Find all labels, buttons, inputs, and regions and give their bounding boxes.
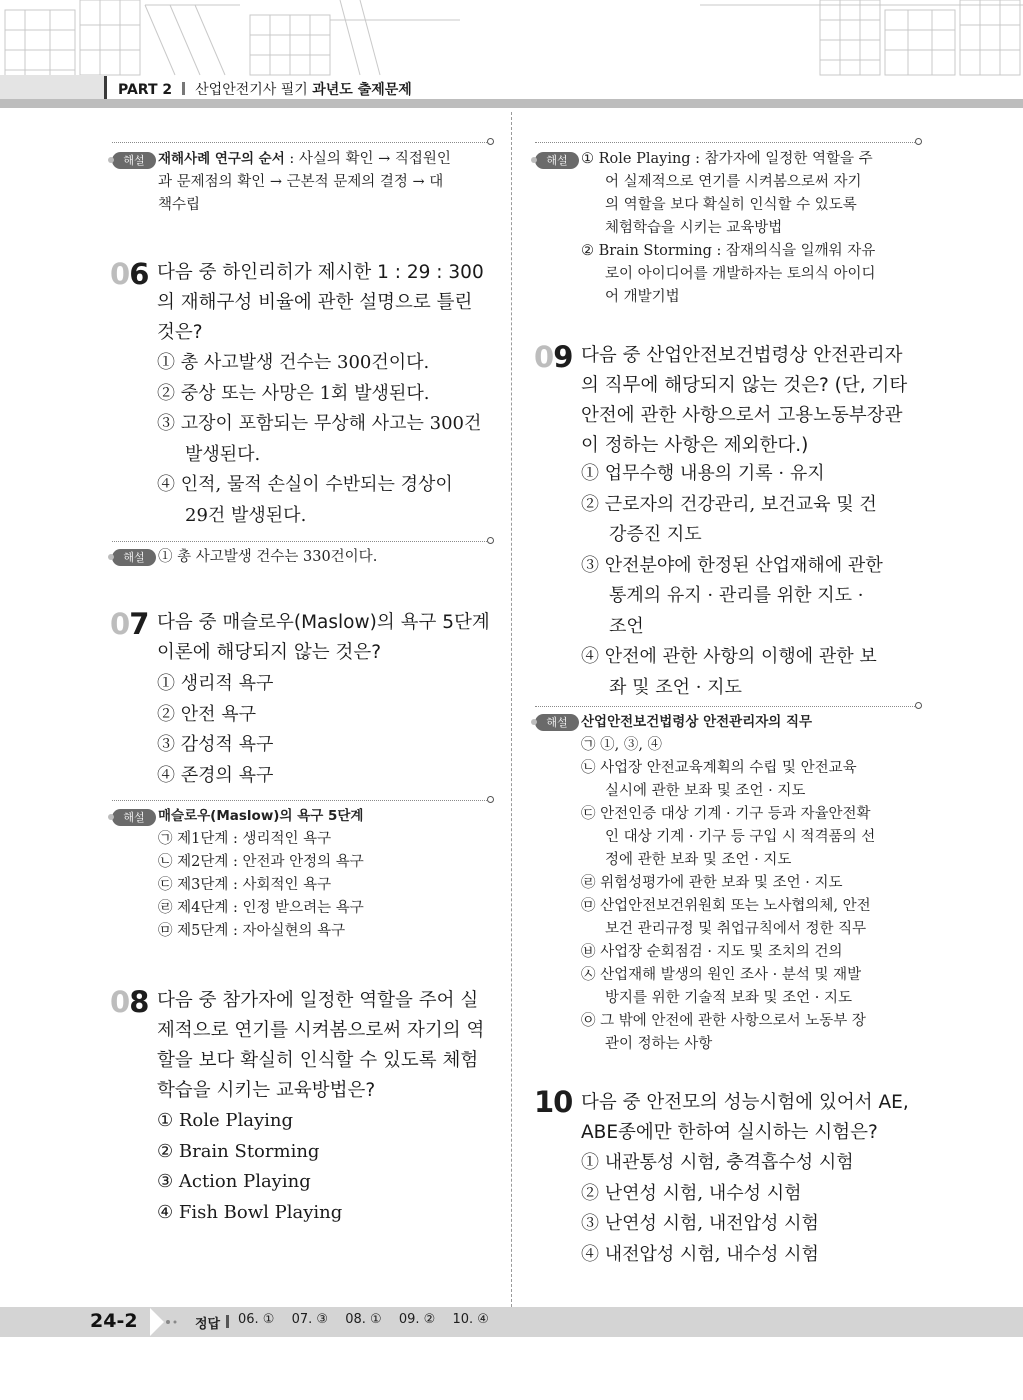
option-1: ① 업무수행 내용의 기록 · 유지 — [581, 463, 825, 484]
explanation-line: 과 문제점의 확인 → 근본적 문제의 결정 → 대 — [158, 174, 444, 190]
question-line: 다음 중 안전모의 성능시험에 있어서 AE, — [581, 1092, 909, 1113]
page-number: 24-2 — [90, 1310, 138, 1332]
question-line: 이 정하는 사항은 제외한다.) — [581, 435, 809, 456]
option-2-cont: 강증진 지도 — [609, 524, 702, 545]
explanation-line: 어 개발기법 — [605, 289, 680, 305]
explanation-line: 정에 관한 보좌 및 조언 · 지도 — [605, 852, 792, 868]
answer-label: 정답 — [195, 1317, 221, 1332]
option-4: ④ Fish Bowl Playing — [157, 1201, 343, 1223]
question-line: 학습을 시키는 교육방법은? — [157, 1080, 376, 1101]
explanation-line: ㉠ 제1단계 : 생리적인 욕구 — [158, 831, 332, 847]
explanation-line: ㉤ 산업안전보건위원회 또는 노사협의체, 안전 — [581, 898, 871, 914]
explanation-q05 — [158, 148, 493, 217]
explanation-line: 보건 관리규정 및 취업규칙에서 정한 직무 — [605, 921, 867, 937]
answer-item: 09. ② — [398, 1312, 436, 1327]
question-08-options — [157, 1106, 342, 1228]
option-2: ② 안전 욕구 — [157, 703, 256, 725]
explanation-badge: 해설 — [112, 809, 156, 826]
question-line: ABE종에만 한하여 실시하는 시험은? — [581, 1122, 878, 1143]
explanation-rule — [535, 142, 917, 143]
explanation-heading: 매슬로우(Maslow)의 욕구 5단계 — [158, 808, 364, 824]
option-4: ④ 존경의 욕구 — [157, 764, 274, 786]
explanation-line: 실시에 관한 보좌 및 조언 · 지도 — [605, 783, 806, 799]
question-line: 것은? — [157, 322, 203, 343]
header-separator — [182, 82, 185, 95]
explanation-line: ㉡ 사업장 안전교육계획의 수립 및 안전교육 — [581, 760, 857, 776]
explanation-line: 방지를 위한 기술적 보좌 및 조언 · 지도 — [605, 990, 852, 1006]
explanation-line: ㉣ 제4단계 : 인정 받으려는 욕구 — [158, 900, 364, 916]
option-3-cont: 조언 — [609, 615, 644, 637]
question-10-options — [581, 1148, 854, 1270]
option-3-cont: 통계의 유지 · 관리를 위한 지도 · — [609, 585, 864, 606]
option-2: ② Brain Storming — [157, 1140, 320, 1162]
option-1: ① 생리적 욕구 — [157, 673, 274, 694]
question-10-stem — [581, 1088, 909, 1148]
question-08-stem — [157, 986, 484, 1106]
explanation-q06 — [158, 546, 377, 569]
explanation-line: 인 대상 기계 · 기구 등 구입 시 적격품의 선 — [605, 829, 876, 845]
explanation-line: ㉢ 제3단계 : 사회적인 욕구 — [158, 877, 332, 893]
answer-item: 06. ① — [238, 1312, 275, 1327]
question-06-options — [157, 348, 481, 531]
question-line: 다음 중 참가자에 일정한 역할을 주어 실 — [157, 990, 479, 1011]
question-line: 의 직무에 해당되지 않는 것은? (단, 기타 — [581, 375, 908, 396]
explanation-line: ㉠ ①, ③, ④ — [581, 737, 663, 753]
explanation-badge: 해설 — [112, 152, 156, 169]
explanation-line: ㉥ 사업장 순회점검 · 지도 및 조치의 건의 — [581, 944, 843, 960]
question-number-06: 06 — [110, 257, 149, 291]
option-3-cont: 발생된다. — [185, 443, 261, 465]
option-4: ④ 인적, 물적 손실이 수반되는 경상이 — [157, 474, 453, 495]
explanation-rule — [112, 800, 489, 801]
option-2: ② 중상 또는 사망은 1회 발생된다. — [157, 382, 430, 404]
explanation-line: ㉧ 그 밖에 안전에 관한 사항으로서 노동부 장 — [581, 1013, 866, 1029]
question-line: 의 재해구성 비율에 관한 설명으로 틀린 — [157, 292, 473, 313]
question-line: 안전에 관한 사항으로서 고용노동부장관 — [581, 405, 903, 426]
question-number-10: 10 — [534, 1085, 573, 1119]
arrow-dots-icon — [150, 1308, 180, 1336]
option-4-cont: 좌 및 조언 · 지도 — [609, 676, 742, 698]
answer-separator — [226, 1315, 229, 1328]
option-4-cont: 29건 발생된다. — [185, 504, 307, 526]
explanation-line: ① Role Playing : 참가자에 일정한 역할을 주 — [581, 151, 873, 167]
answer-item: 07. ③ — [291, 1312, 329, 1327]
option-4: ④ 안전에 관한 사항의 이행에 관한 보 — [581, 646, 877, 667]
explanation-line: ① 총 사고발생 건수는 330건이다. — [158, 549, 378, 565]
question-number-08: 08 — [110, 985, 149, 1019]
explanation-badge: 해설 — [535, 152, 579, 169]
option-2: ② 난연성 시험, 내수성 시험 — [581, 1182, 802, 1204]
explanation-line: 관이 정하는 사항 — [605, 1036, 713, 1052]
answer-key — [238, 1312, 502, 1327]
explanation-rule — [112, 541, 489, 542]
question-line: 할을 보다 확실히 인식할 수 있도록 체험 — [157, 1050, 479, 1071]
explanation-line: ㉡ 제2단계 : 안전과 안정의 욕구 — [158, 854, 364, 870]
question-07-stem — [157, 608, 490, 668]
header-strip — [0, 99, 1023, 108]
explanation-line: ㉢ 안전인증 대상 기계 · 기구 등과 자율안전확 — [581, 806, 871, 822]
explanation-line: ㉣ 위험성평가에 관한 보좌 및 조언 · 지도 — [581, 875, 843, 891]
option-1: ① Role Playing — [157, 1110, 294, 1131]
explanation-line: 어 실제적으로 연기를 시켜봄으로써 자기 — [605, 174, 862, 190]
question-06-stem — [157, 258, 484, 348]
explanation-line: ② Brain Storming : 잠재의식을 일깨워 자유 — [581, 243, 876, 259]
answer-item: 10. ④ — [452, 1312, 489, 1327]
option-1: ① 총 사고발생 건수는 300건이다. — [157, 352, 430, 373]
explanation-badge: 해설 — [535, 714, 579, 731]
explanation-line: 체험학습을 시키는 교육방법 — [605, 220, 783, 236]
option-1: ① 내관통성 시험, 충격흡수성 시험 — [581, 1152, 854, 1173]
header-part: PART 2 — [118, 82, 173, 98]
question-line: 이론에 해당되지 않는 것은? — [157, 642, 382, 663]
explanation-line: 의 역할을 보다 확실히 인식할 수 있도록 — [605, 197, 857, 213]
option-3: ③ 감성적 욕구 — [157, 734, 274, 755]
option-3: ③ 고장이 포함되는 무상해 사고는 300건 — [157, 413, 482, 434]
question-line: 다음 중 매슬로우(Maslow)의 욕구 5단계 — [157, 612, 490, 633]
question-07-options — [157, 669, 273, 791]
explanation-q08 — [581, 148, 876, 309]
explanation-line: : 사실의 확인 → 직접원인 — [284, 151, 451, 167]
explanation-rule — [112, 142, 489, 143]
explanation-line: 로이 아이디어를 개발하자는 토의식 아이디 — [605, 266, 876, 282]
question-09-stem — [581, 341, 907, 461]
option-3: ③ 난연성 시험, 내전압성 시험 — [581, 1213, 819, 1234]
question-number-09: 09 — [534, 340, 573, 374]
column-divider — [511, 112, 512, 1307]
option-2: ② 근로자의 건강관리, 보건교육 및 건 — [581, 493, 877, 515]
header-book: 산업안전기사 필기 — [195, 82, 308, 98]
question-09-options — [581, 459, 883, 703]
answer-item: 08. ① — [345, 1312, 382, 1327]
explanation-heading: 재해사례 연구의 순서 — [158, 151, 285, 167]
explanation-q09 — [581, 711, 875, 1056]
option-3: ③ Action Playing — [157, 1171, 311, 1192]
explanation-q07 — [158, 805, 364, 943]
question-line: 다음 중 산업안전보건법령상 안전관리자 — [581, 345, 903, 366]
header-section: 과년도 출제문제 — [312, 82, 412, 98]
question-line: 다음 중 하인리히가 제시한 1 : 29 : 300 — [157, 262, 484, 283]
explanation-badge: 해설 — [112, 549, 156, 566]
explanation-line: ㉦ 산업재해 발생의 원인 조사 · 분석 및 재발 — [581, 967, 862, 983]
explanation-rule — [535, 706, 917, 707]
option-3: ③ 안전분야에 한정된 산업재해에 관한 — [581, 554, 883, 576]
question-number-07: 07 — [110, 607, 149, 641]
explanation-line: 책수립 — [158, 197, 201, 213]
explanation-line: ㉤ 제5단계 : 자아실현의 욕구 — [158, 923, 346, 939]
running-header — [118, 79, 412, 99]
explanation-heading: 산업안전보건법령상 안전관리자의 직무 — [581, 714, 813, 730]
option-4: ④ 내전압성 시험, 내수성 시험 — [581, 1243, 819, 1265]
question-line: 제적으로 연기를 시켜봄으로써 자기의 역 — [157, 1020, 485, 1041]
